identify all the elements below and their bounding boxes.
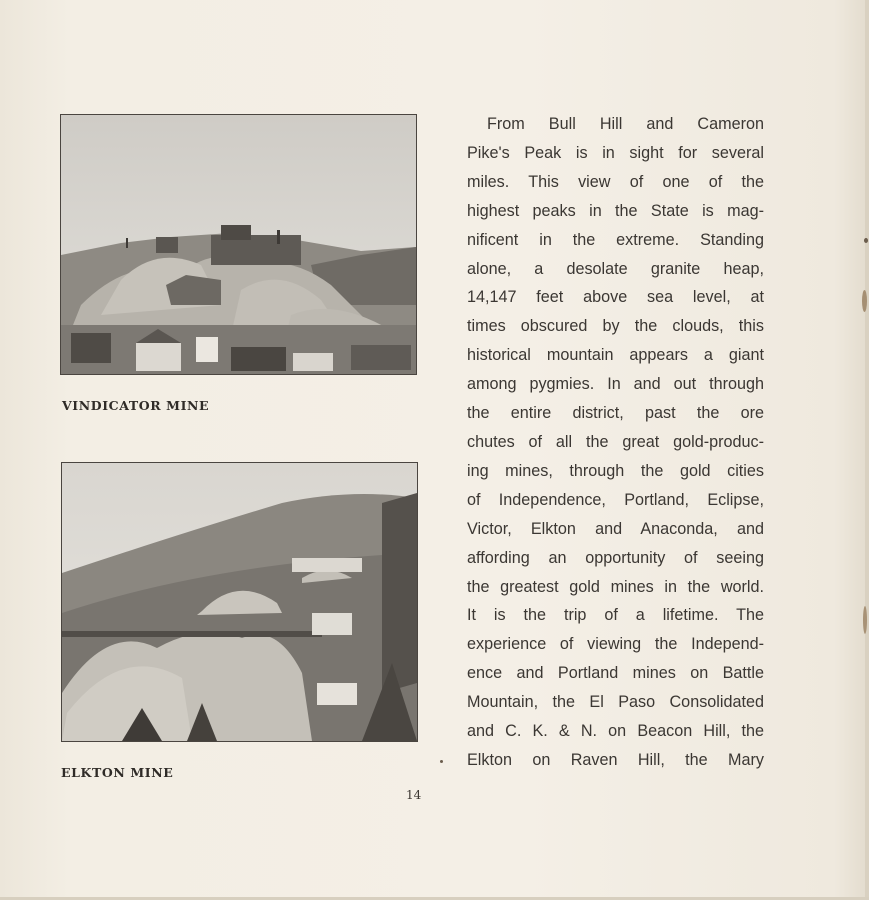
text-line: ing mines, through the gold cities xyxy=(467,461,764,480)
page-number: 14 xyxy=(406,788,422,802)
text-line: ence and Portland mines on Battle xyxy=(467,664,764,683)
text-line: highest peaks in the State is mag- xyxy=(467,201,764,220)
text-line: historical mountain appears a giant xyxy=(467,346,764,365)
vindicator-mine-caption: VINDICATOR MINE xyxy=(62,398,210,413)
text-line: chutes of all the great gold-produc- xyxy=(467,432,764,451)
elkton-mine-caption: ELKTON MINE xyxy=(61,765,174,780)
paper-speck xyxy=(440,760,443,763)
text-line: and C. K. & N. on Beacon Hill, the xyxy=(467,722,764,741)
text-line: times obscured by the clouds, this xyxy=(467,317,764,336)
text-line: affording an opportunity of seeing xyxy=(467,548,764,567)
text-line: 14,147 feet above sea level, at xyxy=(467,288,764,307)
text-line: among pygmies. In and out through xyxy=(467,375,764,394)
text-line: miles. This view of one of the xyxy=(467,172,764,191)
body-text xyxy=(467,110,764,775)
paper-speck xyxy=(863,606,867,634)
text-line: Pike's Peak is in sight for several xyxy=(467,143,764,162)
page-edge-right xyxy=(865,0,869,900)
paper-speck xyxy=(862,290,867,312)
elkton-mine-photo xyxy=(61,462,418,742)
text-line: the entire district, past the ore xyxy=(467,404,764,423)
text-line: experience of viewing the Independ- xyxy=(467,635,764,654)
paper-speck xyxy=(864,238,868,243)
text-line: Elkton on Raven Hill, the Mary xyxy=(467,750,764,769)
text-line: It is the trip of a lifetime. The xyxy=(467,606,764,625)
text-line: nificent in the extreme. Standing xyxy=(467,230,764,249)
text-line: From Bull Hill and Cameron xyxy=(487,115,764,133)
text-line: Mountain, the El Paso Consolidated xyxy=(467,693,764,712)
text-line: Victor, Elkton and Anaconda, and xyxy=(467,519,764,538)
text-line: the greatest gold mines in the world. xyxy=(467,577,764,596)
text-line: of Independence, Portland, Eclipse, xyxy=(467,490,764,509)
text-line: alone, a desolate granite heap, xyxy=(467,259,764,278)
vindicator-mine-photo xyxy=(60,114,417,375)
